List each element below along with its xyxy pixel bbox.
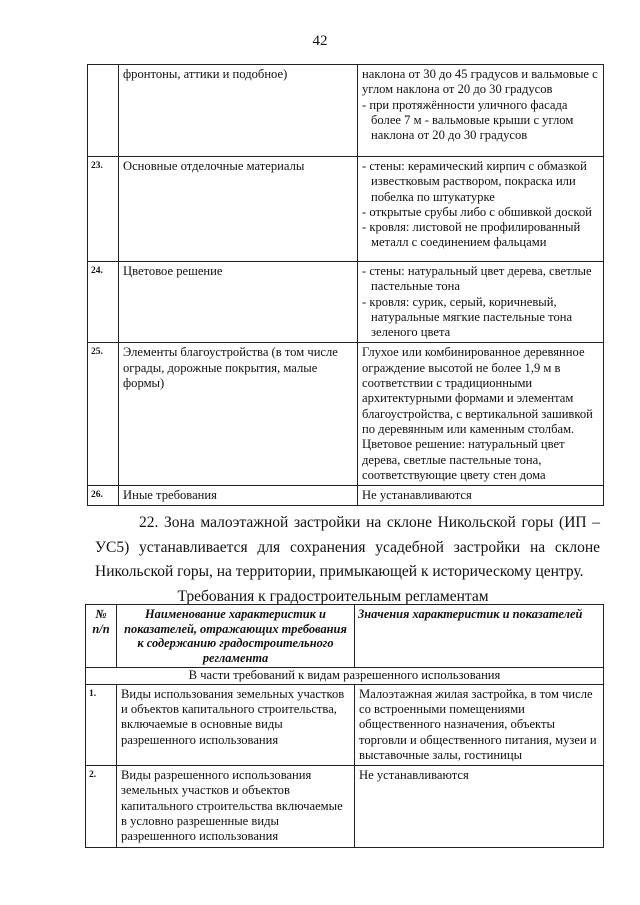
- table-row: [88, 157, 604, 262]
- value-item: - открытые срубы либо с обшивкой доской: [362, 205, 599, 220]
- value-text: наклона от 30 до 45 градусов и вальмовые с углом наклона от 20 до 30 градусов: [362, 67, 598, 97]
- row-number: 24.: [88, 262, 119, 343]
- table-row: [88, 486, 604, 506]
- header-characteristic: Наименование характеристик и показателей, отражающих требования к содержанию градостроительного регламента: [117, 605, 355, 668]
- characteristic-name: Элементы благоустройства (в том числе ограды, дорожные покрытия, малые формы): [119, 343, 358, 486]
- row-number: 25.: [88, 343, 119, 486]
- characteristic-value: [358, 343, 604, 486]
- row-number: 2.: [86, 766, 117, 847]
- row-number: 26.: [88, 486, 119, 506]
- characteristic-name: фронтоны, аттики и подобное): [119, 65, 358, 157]
- table-header-row: [86, 605, 604, 668]
- section-heading: В части требований к видам разрешенного использования: [86, 668, 604, 684]
- characteristic-name: Иные требования: [119, 486, 358, 506]
- characteristic-name: Виды разрешенного использования земельных участков и объектов капитального строительства включаемые в условно разрешенные виды разрешенного использования: [117, 766, 355, 847]
- characteristic-value: Не устанавливаются: [355, 766, 604, 847]
- characteristic-name: Виды использования земельных участков и объектов капитального строительства, включаемые в основные виды разрешенного использования: [117, 684, 355, 765]
- table-row: [88, 65, 604, 157]
- row-number: 1.: [86, 684, 117, 765]
- header-number: № п/п: [86, 605, 117, 668]
- characteristic-value: [358, 157, 604, 262]
- value-item: - стены: керамический кирпич с обмазкой известковым раствором, покраска или побелка по штукатурке: [362, 159, 599, 205]
- table-row: [88, 343, 604, 486]
- paragraph-text: 22. Зона малоэтажной застройки на склоне Никольской горы (ИП – УС5) устанавливается для сохранения усадебной застройки на склоне Никольской горы, на территории, примыкающей к историческому центру.: [95, 514, 600, 580]
- characteristic-name: Основные отделочные материалы: [119, 157, 358, 262]
- value-text: Глухое или комбинированное деревянное ограждение высотой не более 1,9 м в соответствии с традиционными архитектурными формами и элементам благоустройства, с вертикальной зашивкой по деревянным или каменным столбам.: [362, 345, 593, 436]
- regulations-table: [85, 604, 604, 848]
- row-number: [88, 65, 119, 157]
- table-title: Требования к градостроительным регламентам: [177, 588, 489, 605]
- characteristic-value: Малоэтажная жилая застройка, в том числе со встроенными помещениями общественного назначения, объекты торговли и общественного питания, музеи и выставочные залы, гостиницы: [355, 684, 604, 765]
- section-row: [86, 668, 604, 684]
- characteristic-value: [358, 262, 604, 343]
- table-row: [88, 262, 604, 343]
- page-number: 42: [312, 33, 328, 49]
- table-row: [86, 766, 604, 847]
- header-value: Значения характеристик и показателей: [355, 605, 604, 668]
- value-item: - кровля: листовой не профилированный металл с соединением фальцами: [362, 220, 599, 251]
- value-item: - кровля: сурик, серый, коричневый, натуральные мягкие пастельные тона зеленого цвета: [362, 295, 599, 341]
- characteristic-value: [358, 65, 604, 157]
- table-row: [86, 684, 604, 765]
- value-text: Цветовое решение: натуральный цвет дерева, светлые пастельные тона, соответствующие цвету стен дома: [362, 437, 565, 482]
- regulations-table-continued: [87, 64, 604, 506]
- value-item: - стены: натуральный цвет дерева, светлые пастельные тона: [362, 264, 599, 295]
- characteristic-name: Цветовое решение: [119, 262, 358, 343]
- characteristic-value: Не устанавливаются: [358, 486, 604, 506]
- row-number: 23.: [88, 157, 119, 262]
- zone-description-paragraph: [95, 511, 600, 585]
- value-item: - при протяжённости уличного фасада более 7 м - вальмовые крыши с углом наклона от 20 до 30 градусов: [362, 98, 599, 144]
